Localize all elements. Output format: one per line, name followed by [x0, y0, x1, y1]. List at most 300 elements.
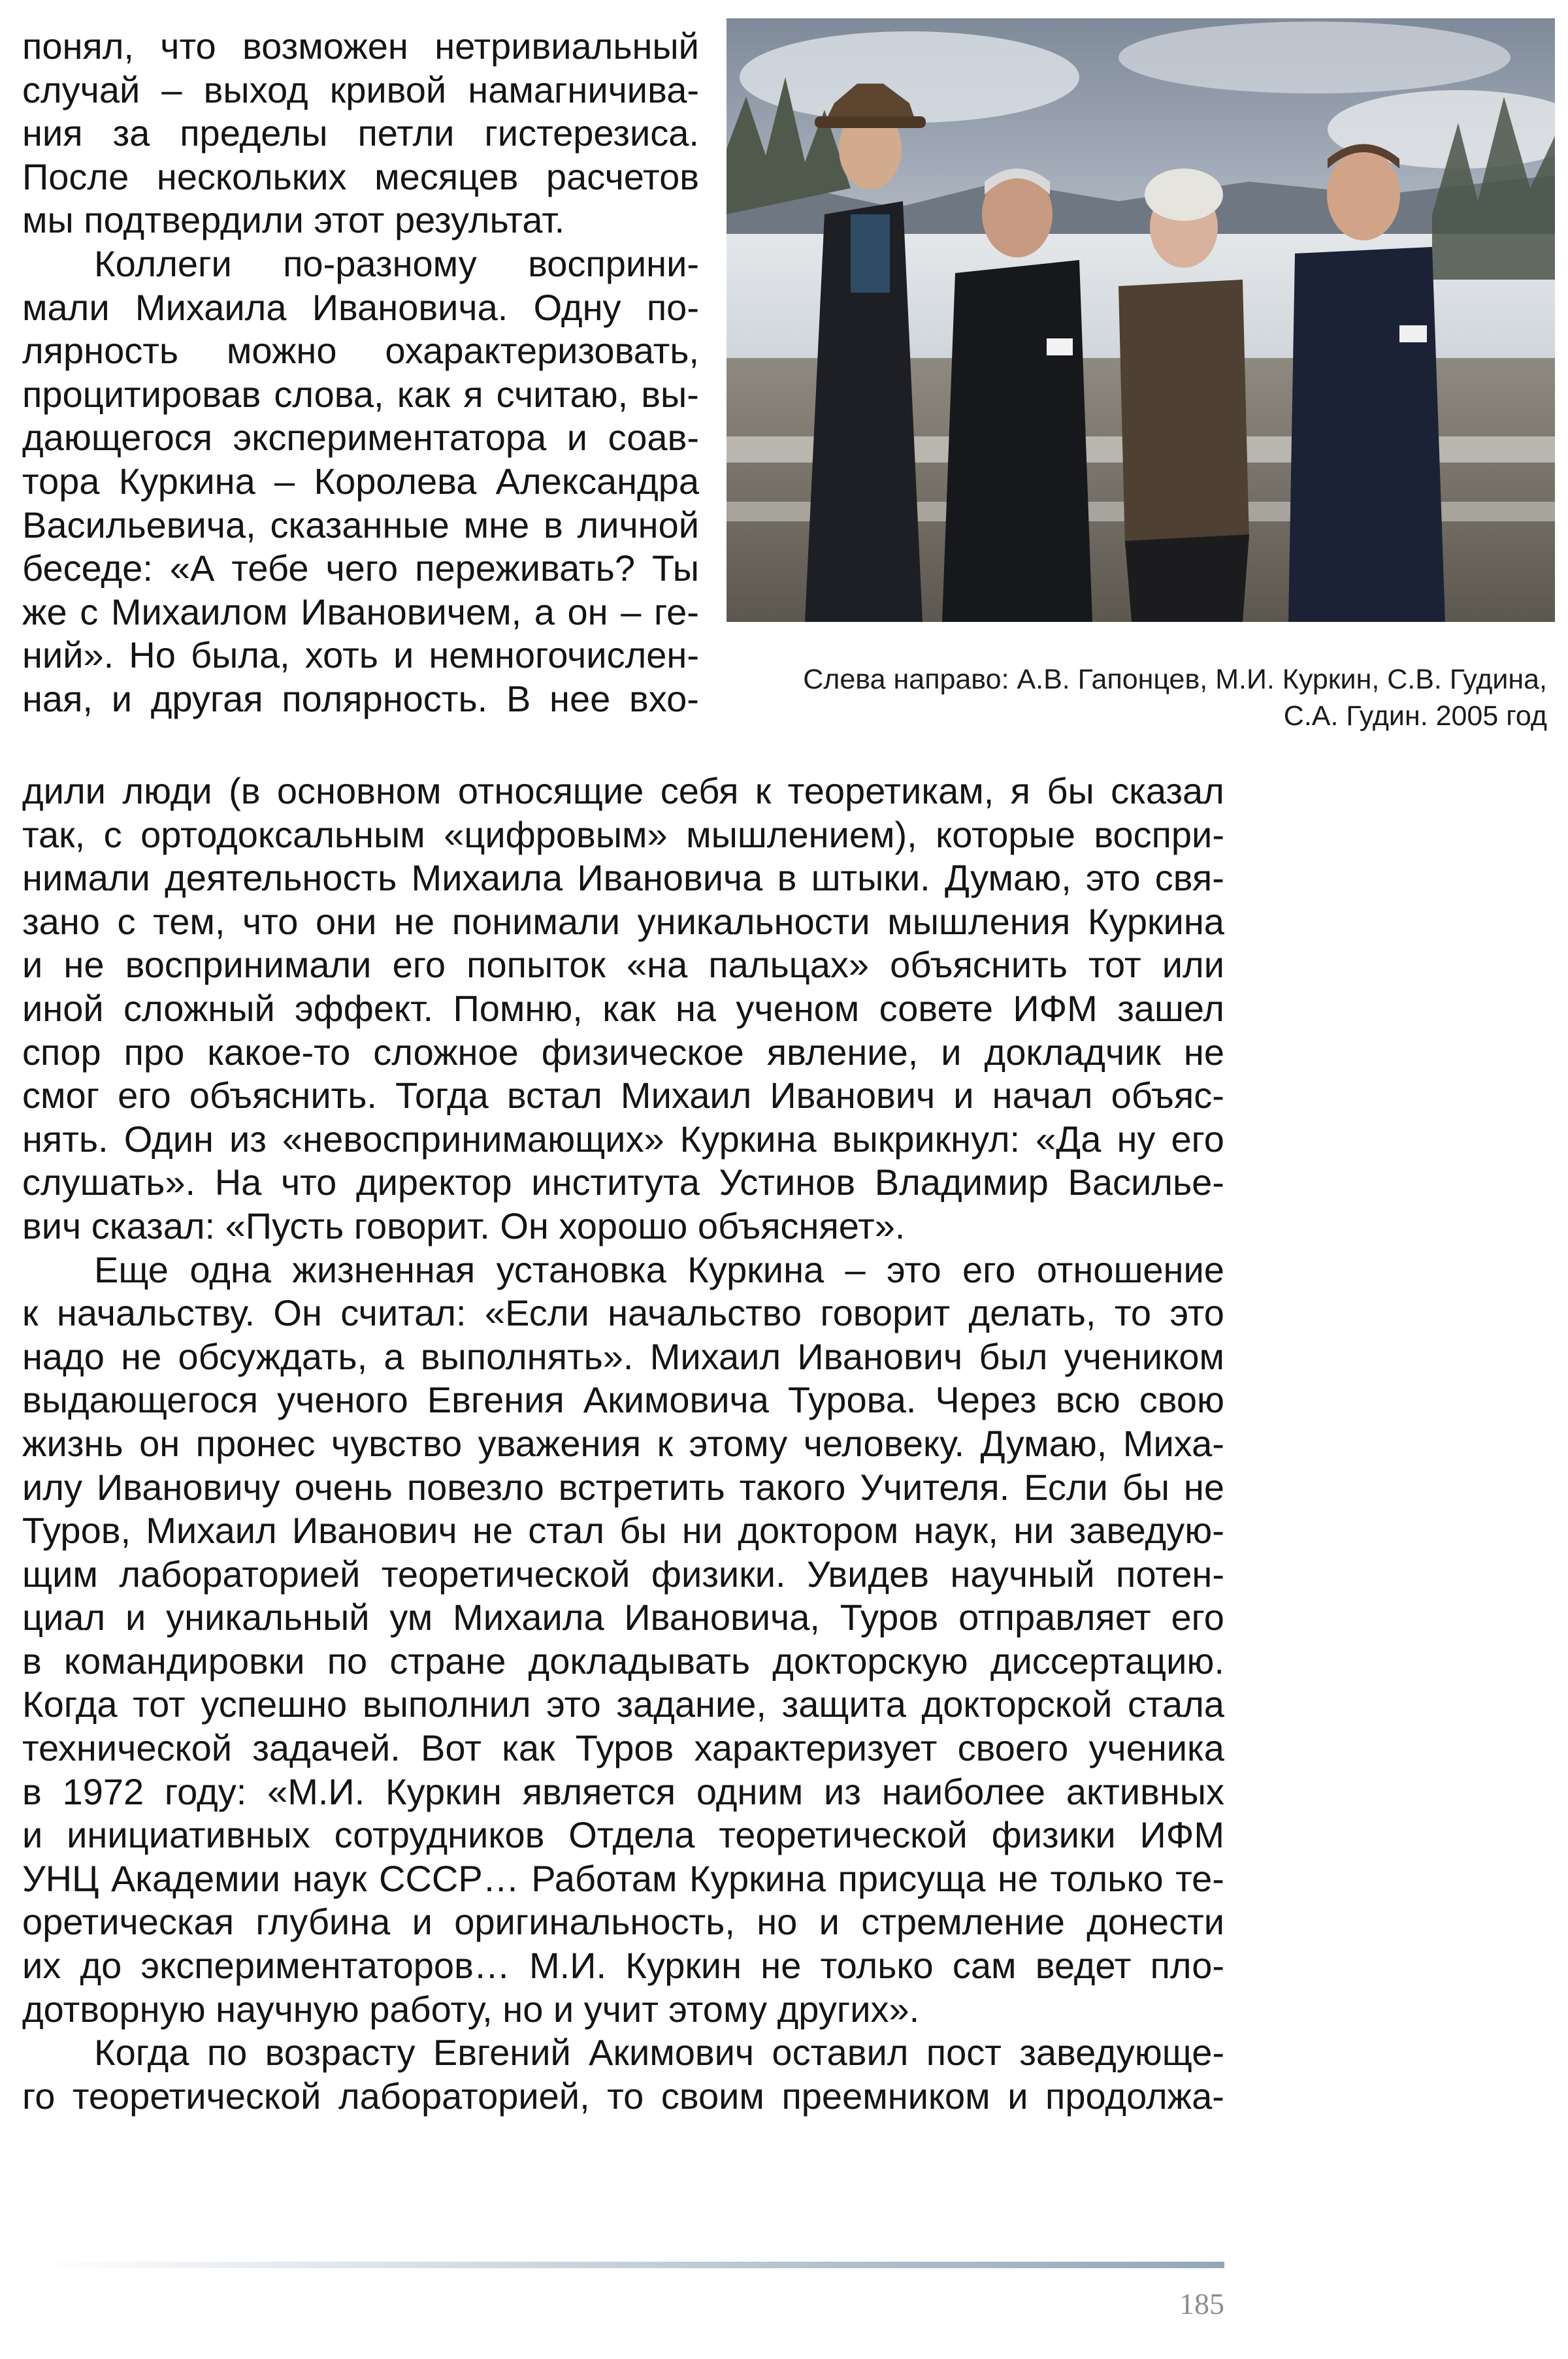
- word: ведет: [1035, 1945, 1132, 1987]
- word: экспериментатора: [233, 417, 547, 459]
- word: Михаил: [649, 1335, 781, 1377]
- word: переживать?: [415, 547, 635, 589]
- text-line: [22, 1292, 1224, 1335]
- text-line: [22, 112, 699, 155]
- word: его: [392, 944, 446, 986]
- word: дили: [22, 770, 106, 811]
- word: отправляет: [958, 1597, 1151, 1638]
- word: ученом: [736, 987, 860, 1029]
- word: Через: [935, 1379, 1037, 1421]
- word: отношение: [1036, 1248, 1224, 1290]
- text-line: [22, 1031, 1224, 1075]
- word: как: [602, 987, 656, 1029]
- word: Туров: [575, 1727, 674, 1769]
- word: они: [316, 900, 377, 942]
- word: выкрикнул:: [832, 1118, 1021, 1160]
- text-line: [22, 987, 1224, 1031]
- word: выход: [203, 69, 308, 110]
- word: Куркина: [687, 1248, 825, 1290]
- word: пределы: [180, 112, 328, 154]
- word: Туров: [840, 1597, 939, 1638]
- word: Куркина: [118, 460, 255, 502]
- word: и: [1007, 2075, 1028, 2117]
- word: его: [1171, 1597, 1224, 1638]
- word: люди: [122, 770, 212, 811]
- word: УНЦ: [22, 1857, 99, 1899]
- word: директор: [355, 1162, 512, 1203]
- word: начальство: [608, 1292, 802, 1334]
- word: своего: [957, 1727, 1069, 1769]
- word: стала: [1127, 1684, 1224, 1725]
- word: не: [760, 1945, 802, 1987]
- word: ну: [1117, 1118, 1156, 1160]
- photo-caption: [732, 661, 1547, 734]
- word: надо: [22, 1335, 105, 1377]
- word: Евгений: [433, 2032, 571, 2074]
- word: к: [22, 1292, 39, 1334]
- word: Владимир: [874, 1162, 1049, 1203]
- word: наук: [292, 1857, 367, 1899]
- word: я: [1010, 770, 1030, 811]
- text-line: [22, 1509, 1224, 1553]
- word: начальству.: [56, 1292, 255, 1334]
- word: пронес: [195, 1422, 316, 1464]
- word: что: [280, 1162, 337, 1203]
- word: как: [502, 1727, 555, 1769]
- word: по-: [646, 286, 699, 328]
- word: Но: [129, 634, 176, 676]
- text-line: [22, 943, 1224, 987]
- word: «невоспринимающих»: [282, 1118, 664, 1160]
- word: можно: [226, 330, 337, 372]
- text-column-narrow: [22, 25, 699, 721]
- word: в: [543, 504, 563, 545]
- word: Туров,: [22, 1510, 131, 1552]
- word: за: [112, 112, 150, 154]
- word: обсуждать,: [178, 1335, 368, 1377]
- word: стал: [528, 1510, 605, 1552]
- word: как: [397, 373, 451, 415]
- word: Академии: [110, 1857, 281, 1899]
- word: дающегося: [22, 417, 213, 459]
- word: сам: [952, 1945, 1017, 1987]
- word: только: [820, 1945, 934, 1987]
- word: оставил: [772, 2032, 909, 2074]
- word: и: [111, 677, 132, 719]
- word: Михаила: [135, 286, 287, 328]
- word: Думаю,: [945, 857, 1071, 899]
- word: Ивановича: [577, 857, 763, 899]
- word: не: [121, 1335, 162, 1377]
- word: Иванович: [797, 1335, 963, 1377]
- text-line: [22, 1683, 1224, 1727]
- word: Если: [1024, 1466, 1108, 1508]
- word: бы: [1047, 770, 1094, 811]
- word: это: [1086, 857, 1141, 899]
- word: Ивановичем,: [301, 591, 522, 632]
- word: считал:: [340, 1292, 466, 1334]
- word: к: [657, 1422, 674, 1464]
- word: докторскую: [772, 1640, 968, 1682]
- word: пальцах»: [708, 944, 870, 986]
- word: петли: [357, 112, 455, 154]
- word: «Если: [484, 1292, 589, 1334]
- text-line: [22, 1770, 1224, 1814]
- word: сказанные: [270, 504, 449, 545]
- word: это: [1169, 1292, 1224, 1334]
- word: Михаила: [453, 1597, 604, 1638]
- word: восприни-: [528, 242, 699, 284]
- word: Увидев: [807, 1553, 930, 1595]
- word: лярность: [22, 330, 179, 372]
- word: Михаила: [411, 857, 563, 899]
- word: Ивановича.: [312, 286, 508, 328]
- word: с: [80, 591, 99, 632]
- word: нетривиальный: [434, 25, 699, 67]
- word: или: [1162, 944, 1224, 986]
- word: диссертацию.: [990, 1640, 1224, 1682]
- word: ИФМ: [1013, 987, 1098, 1029]
- word: института: [531, 1162, 700, 1203]
- text-line: [22, 1640, 1224, 1684]
- word: технической: [22, 1727, 233, 1769]
- word: –: [845, 1248, 866, 1290]
- word: ортодоксальным: [140, 813, 425, 855]
- word: про: [123, 1031, 185, 1073]
- word: тора: [22, 460, 100, 502]
- word: Михаил: [620, 1075, 752, 1116]
- word: он: [567, 591, 608, 632]
- word: докторской: [921, 1684, 1113, 1725]
- word: го: [22, 2075, 56, 2117]
- word: а: [534, 591, 555, 632]
- text-line: [22, 25, 699, 69]
- word: задание,: [616, 1684, 766, 1725]
- text-line: [22, 1248, 1224, 1292]
- word: те-: [1175, 1857, 1224, 1899]
- word: но: [757, 1901, 798, 1943]
- word: научный: [950, 1553, 1095, 1595]
- word: оретическая: [22, 1901, 235, 1943]
- word: слова,: [274, 373, 384, 415]
- word: относящие: [457, 770, 644, 811]
- text-line: [22, 1161, 1224, 1205]
- word: что: [160, 25, 216, 67]
- word: Тогда: [395, 1075, 489, 1116]
- word: и: [125, 1597, 146, 1638]
- word: и: [22, 1814, 43, 1856]
- word: СССР…: [379, 1857, 519, 1899]
- word: расчетов: [546, 155, 699, 197]
- word: присуща: [838, 1857, 986, 1899]
- word: тебе: [231, 547, 309, 589]
- word: не: [1183, 1466, 1224, 1508]
- word: уважения: [478, 1422, 642, 1464]
- word: Куркин: [385, 1770, 502, 1812]
- word: заведующе-: [1019, 2032, 1224, 2074]
- word: пост: [926, 2032, 1002, 2074]
- word: Миха-: [1122, 1422, 1224, 1464]
- word: сотрудников: [334, 1814, 545, 1856]
- word: Ивановича,: [624, 1597, 820, 1638]
- word: этому: [689, 1422, 788, 1464]
- text-line: [22, 1335, 1224, 1379]
- word: оригинальность,: [454, 1901, 735, 1943]
- word: Турова.: [787, 1379, 917, 1421]
- word: человеку.: [803, 1422, 965, 1464]
- word: была,: [190, 634, 290, 676]
- word: глубина: [255, 1901, 391, 1943]
- word: уникальности: [637, 900, 870, 942]
- word: очень: [294, 1466, 393, 1508]
- word: инициативных: [67, 1814, 310, 1856]
- word: и: [941, 1031, 962, 1073]
- word: сказал: [1111, 770, 1224, 811]
- word: нескольких: [156, 155, 347, 197]
- word: какое-то: [207, 1031, 351, 1073]
- word: наиболее: [881, 1770, 1046, 1812]
- word: Ты: [651, 547, 699, 589]
- word: щим: [22, 1553, 98, 1595]
- word: был: [979, 1335, 1048, 1377]
- word: Куркина: [679, 1118, 817, 1160]
- text-line: [22, 1466, 1224, 1510]
- word: в: [22, 1640, 42, 1682]
- word: его: [962, 1248, 1016, 1290]
- word: году:: [164, 1770, 247, 1812]
- word: ученого: [277, 1379, 408, 1421]
- caption-line: Слева направо: А.В. Гапонцев, М.И. Куркин, С.В. Гудина,: [803, 664, 1547, 695]
- word: встал: [506, 1075, 602, 1116]
- word: Василье-: [1068, 1162, 1224, 1203]
- word: себя: [660, 770, 739, 811]
- text-line: [22, 504, 699, 547]
- text-line: [22, 634, 699, 677]
- word: что: [242, 900, 299, 942]
- word: Иванович: [291, 1510, 457, 1552]
- word: к: [755, 770, 772, 811]
- word: характеризует: [694, 1727, 938, 1769]
- word: штыки.: [811, 857, 930, 899]
- text-line: [22, 1596, 1224, 1640]
- word: всю: [1055, 1379, 1120, 1421]
- word: свя-: [1154, 857, 1224, 899]
- word: теоретической: [719, 1814, 968, 1856]
- word: Иванович: [770, 1075, 936, 1116]
- word: объяснить.: [189, 1075, 377, 1116]
- word: Куркин: [625, 1945, 742, 1987]
- word: ИФМ: [1139, 1814, 1224, 1856]
- word: мне: [463, 504, 530, 545]
- word: он: [139, 1422, 180, 1464]
- word: защита: [781, 1684, 906, 1725]
- word: основном: [276, 770, 442, 811]
- word: теоретической: [381, 1553, 630, 1595]
- word: преемником: [781, 2075, 990, 2117]
- word: теоретической: [72, 2075, 321, 2117]
- word: –: [161, 69, 182, 110]
- word: попыток: [466, 944, 606, 986]
- word: а: [384, 1335, 404, 1377]
- word: встретить: [558, 1466, 725, 1508]
- word: ния: [22, 112, 83, 154]
- footer-rule: [39, 2262, 1224, 2268]
- word: стремление: [861, 1901, 1065, 1943]
- text-line: [22, 329, 699, 373]
- word: ни: [681, 1510, 723, 1552]
- word: это: [887, 1248, 941, 1290]
- word: Акимовича: [583, 1379, 769, 1421]
- text-line: [22, 1422, 1224, 1466]
- word: Один: [123, 1118, 214, 1160]
- word: экспериментаторов…: [140, 1945, 510, 1987]
- word: «М.И.: [267, 1770, 365, 1812]
- word: воспри-: [1094, 813, 1224, 855]
- word: и: [819, 1901, 840, 1943]
- word: эффект.: [295, 987, 434, 1029]
- word: сложное: [373, 1031, 519, 1073]
- word: Работам: [531, 1857, 678, 1899]
- word: хоть: [304, 634, 378, 676]
- word: на: [675, 987, 717, 1029]
- word: явление,: [766, 1031, 919, 1073]
- word: иной: [22, 987, 104, 1029]
- word: говорит: [820, 1292, 951, 1334]
- word: Отдела: [568, 1814, 695, 1856]
- word: Когда: [94, 2032, 189, 2074]
- text-line: [22, 1857, 1224, 1901]
- word: Михаилом: [110, 591, 288, 632]
- text-line: [22, 1118, 1224, 1162]
- word: На: [214, 1162, 262, 1203]
- word: одна: [189, 1248, 271, 1290]
- page-number: 185: [1179, 2287, 1224, 2320]
- word: выполнять».: [420, 1335, 634, 1377]
- text-line: [22, 69, 699, 112]
- word: свою: [1139, 1379, 1224, 1421]
- text-line: [22, 155, 699, 199]
- text-line: [22, 1074, 1224, 1118]
- word: и: [412, 1901, 433, 1943]
- word: не: [997, 1857, 1039, 1899]
- word: Александра: [495, 460, 699, 502]
- text-line: [22, 242, 699, 286]
- word: илу: [22, 1466, 82, 1508]
- word: Куркина: [1087, 900, 1224, 942]
- word: лабораторией: [119, 1553, 361, 1595]
- word: задачей.: [252, 1727, 400, 1769]
- word: Устинов: [719, 1162, 856, 1203]
- word: жизненная: [292, 1248, 476, 1290]
- word: После: [22, 155, 129, 197]
- word: выполнил: [362, 1684, 531, 1725]
- word: понял,: [22, 25, 134, 67]
- word: зашел: [1117, 987, 1224, 1029]
- word: выдающегося: [22, 1379, 259, 1421]
- text-line: [22, 813, 1224, 857]
- word: сложный: [123, 987, 275, 1029]
- word: слушать».: [22, 1162, 196, 1203]
- word: теоретикам,: [787, 770, 994, 811]
- word: Одну: [533, 286, 621, 328]
- text-line: [22, 770, 1224, 813]
- text-line: [22, 416, 699, 460]
- text-line: [22, 2031, 1224, 2075]
- text-line: [22, 2075, 1224, 2119]
- word: вхо-: [629, 677, 699, 719]
- word: ни: [1013, 1510, 1054, 1552]
- word: кривой: [329, 69, 447, 110]
- text-line: [22, 1378, 1224, 1422]
- text-line: [22, 1814, 1224, 1857]
- text-line: мы подтвердили этот результат.: [22, 199, 565, 241]
- word: их: [22, 1945, 61, 1987]
- text-line: [22, 547, 699, 591]
- word: не: [472, 1510, 514, 1552]
- word: бы: [619, 1510, 667, 1552]
- word: не: [1183, 1031, 1224, 1073]
- text-column-full: [22, 770, 1224, 2118]
- word: своим: [661, 2075, 764, 2117]
- word: с: [103, 813, 122, 855]
- word: по-разному: [283, 242, 477, 284]
- text-line: [22, 591, 699, 634]
- word: докладчик: [984, 1031, 1161, 1073]
- word: Васильевича,: [22, 504, 256, 545]
- word: же: [22, 591, 67, 632]
- word: из: [823, 1770, 861, 1812]
- word: –: [621, 591, 642, 632]
- word: повезло: [406, 1466, 544, 1508]
- word: его: [1171, 1118, 1224, 1160]
- word: физики: [991, 1814, 1116, 1856]
- word: учеником: [1064, 1335, 1224, 1377]
- photo-illustration: [727, 18, 1555, 622]
- word: донести: [1086, 1901, 1224, 1943]
- text-line: [22, 900, 1224, 944]
- word: ученика: [1088, 1727, 1224, 1769]
- word: из: [229, 1118, 267, 1160]
- word: такого: [739, 1466, 846, 1508]
- word: ум: [389, 1597, 433, 1638]
- word: Евгения: [427, 1379, 564, 1421]
- word: –: [274, 460, 295, 502]
- text-line: [22, 1944, 1224, 1988]
- caption-line: С.А. Гудин. 2005 год: [1283, 700, 1547, 732]
- word: В: [506, 677, 531, 719]
- word: активных: [1066, 1770, 1224, 1812]
- text-line: [22, 373, 699, 417]
- text-line: [22, 1727, 1224, 1770]
- word: пло-: [1150, 1945, 1224, 1987]
- word: до: [80, 1945, 122, 1987]
- word: потен-: [1116, 1553, 1224, 1595]
- word: тот: [1088, 944, 1141, 986]
- word: продолжа-: [1045, 2075, 1224, 2117]
- word: мали: [22, 286, 110, 328]
- text-line: [22, 1900, 1224, 1944]
- word: намагничива-: [468, 69, 699, 110]
- text-line: [22, 677, 699, 721]
- word: успешно: [201, 1684, 348, 1725]
- word: Куркина: [689, 1857, 826, 1899]
- word: полярность.: [282, 677, 488, 719]
- word: возрасту: [265, 2032, 416, 2074]
- word: я: [463, 373, 483, 415]
- word: Учителя.: [860, 1466, 1010, 1508]
- word: понимали: [451, 900, 621, 942]
- word: Михаил: [146, 1510, 277, 1552]
